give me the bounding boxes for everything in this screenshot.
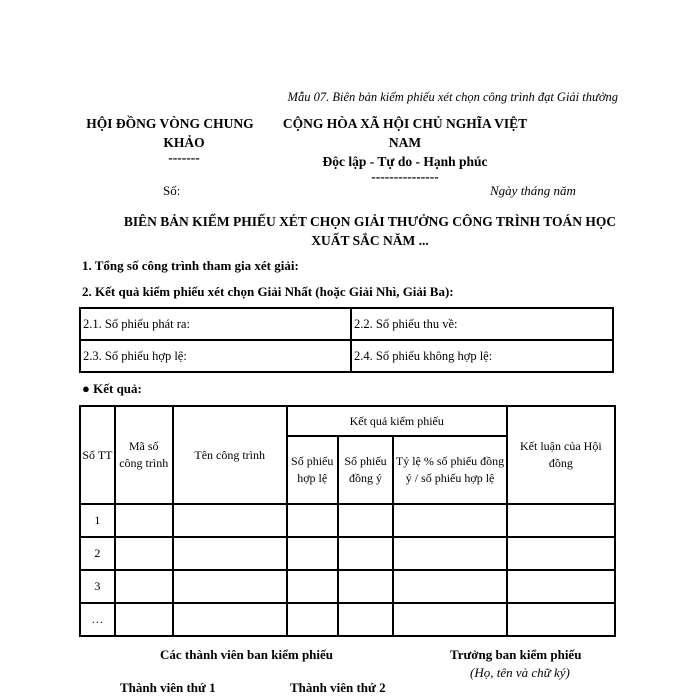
cell-empty — [115, 603, 173, 636]
col-header-agree: Số phiếu đồng ý — [338, 436, 394, 504]
ballots-returned-cell: 2.2. Số phiếu thu về: — [351, 308, 613, 340]
section-2-heading: 2. Kết quả kiểm phiếu xét chọn Giải Nhất (hoặc Giải Nhì, Giải Ba): — [82, 284, 454, 299]
results-table — [79, 405, 616, 637]
document-title — [80, 212, 660, 250]
council-divider: ------- — [168, 150, 200, 165]
member-2-label: Thành viên thứ 2 — [290, 680, 386, 695]
cell-empty — [173, 537, 287, 570]
national-divider: --------------- — [371, 169, 439, 184]
table-row — [80, 570, 615, 603]
cell-empty — [507, 603, 615, 636]
ballot-count-table — [79, 307, 614, 373]
cell-empty — [338, 603, 394, 636]
cell-empty — [287, 570, 338, 603]
row-number: … — [80, 603, 115, 636]
form-reference: Mẫu 07. Biên bản kiểm phiếu xét chọn công trình đạt Giải thưởng — [287, 90, 618, 104]
cell-empty — [338, 570, 394, 603]
cell-empty — [115, 570, 173, 603]
table-row — [80, 537, 615, 570]
col-header-name: Tên công trình — [173, 406, 287, 504]
cell-empty — [173, 603, 287, 636]
col-header-code: Mã số công trình — [115, 406, 173, 504]
results-heading: ● Kết quả: — [82, 381, 142, 396]
cell-empty — [338, 504, 394, 537]
document-title-line1: BIÊN BẢN KIỂM PHIẾU XÉT CHỌN GIẢI THƯỞNG CÔNG TRÌNH TOÁN HỌC — [123, 214, 617, 229]
head-signature-heading: Trưởng ban kiểm phiếu — [450, 647, 582, 662]
members-signature-heading: Các thành viên ban kiểm phiếu — [160, 647, 334, 662]
date-label: Ngày tháng năm — [490, 183, 576, 198]
council-name-line1: HỘI ĐỒNG VÒNG CHUNG — [86, 116, 254, 131]
row-number: 2 — [80, 537, 115, 570]
document-number-label: Số: — [163, 183, 181, 198]
valid-ballots-cell: 2.3. Số phiếu hợp lệ: — [80, 340, 351, 372]
row-number: 1 — [80, 504, 115, 537]
row-number: 3 — [80, 570, 115, 603]
col-header-valid: Số phiếu hợp lệ — [287, 436, 338, 504]
col-header-vote-results: Kết quả kiểm phiếu — [287, 406, 507, 436]
cell-empty — [507, 504, 615, 537]
council-name-line2: KHẢO — [163, 135, 205, 150]
cell-empty — [507, 570, 615, 603]
table-row — [80, 603, 615, 636]
cell-empty — [507, 537, 615, 570]
national-header — [270, 114, 540, 183]
cell-empty — [338, 537, 394, 570]
cell-empty — [393, 603, 506, 636]
national-title: CỘNG HÒA XÃ HỘI CHỦ NGHĨA VIỆT NAM — [282, 116, 528, 150]
cell-empty — [287, 504, 338, 537]
cell-empty — [287, 603, 338, 636]
cell-empty — [173, 504, 287, 537]
col-header-stt: Số TT — [80, 406, 115, 504]
cell-empty — [393, 504, 506, 537]
head-signature-note: (Họ, tên và chữ ký) — [470, 665, 570, 680]
invalid-ballots-cell: 2.4. Số phiếu không hợp lệ: — [351, 340, 613, 372]
col-header-ratio: Tỷ lệ % số phiếu đồng ý / số phiếu hợp lệ — [393, 436, 506, 504]
cell-empty — [393, 537, 506, 570]
col-header-conclusion: Kết luận của Hội đồng — [507, 406, 615, 504]
ballots-issued-cell: 2.1. Số phiếu phát ra: — [80, 308, 351, 340]
council-header — [80, 114, 260, 164]
member-1-label: Thành viên thứ 1 — [120, 680, 216, 695]
document-title-line2: XUẤT SẮC NĂM ... — [311, 233, 429, 248]
cell-empty — [287, 537, 338, 570]
cell-empty — [115, 537, 173, 570]
table-row — [80, 504, 615, 537]
national-motto: Độc lập - Tự do - Hạnh phúc — [322, 154, 488, 169]
cell-empty — [393, 570, 506, 603]
cell-empty — [115, 504, 173, 537]
cell-empty — [173, 570, 287, 603]
section-1-heading: 1. Tổng số công trình tham gia xét giải: — [82, 258, 299, 273]
